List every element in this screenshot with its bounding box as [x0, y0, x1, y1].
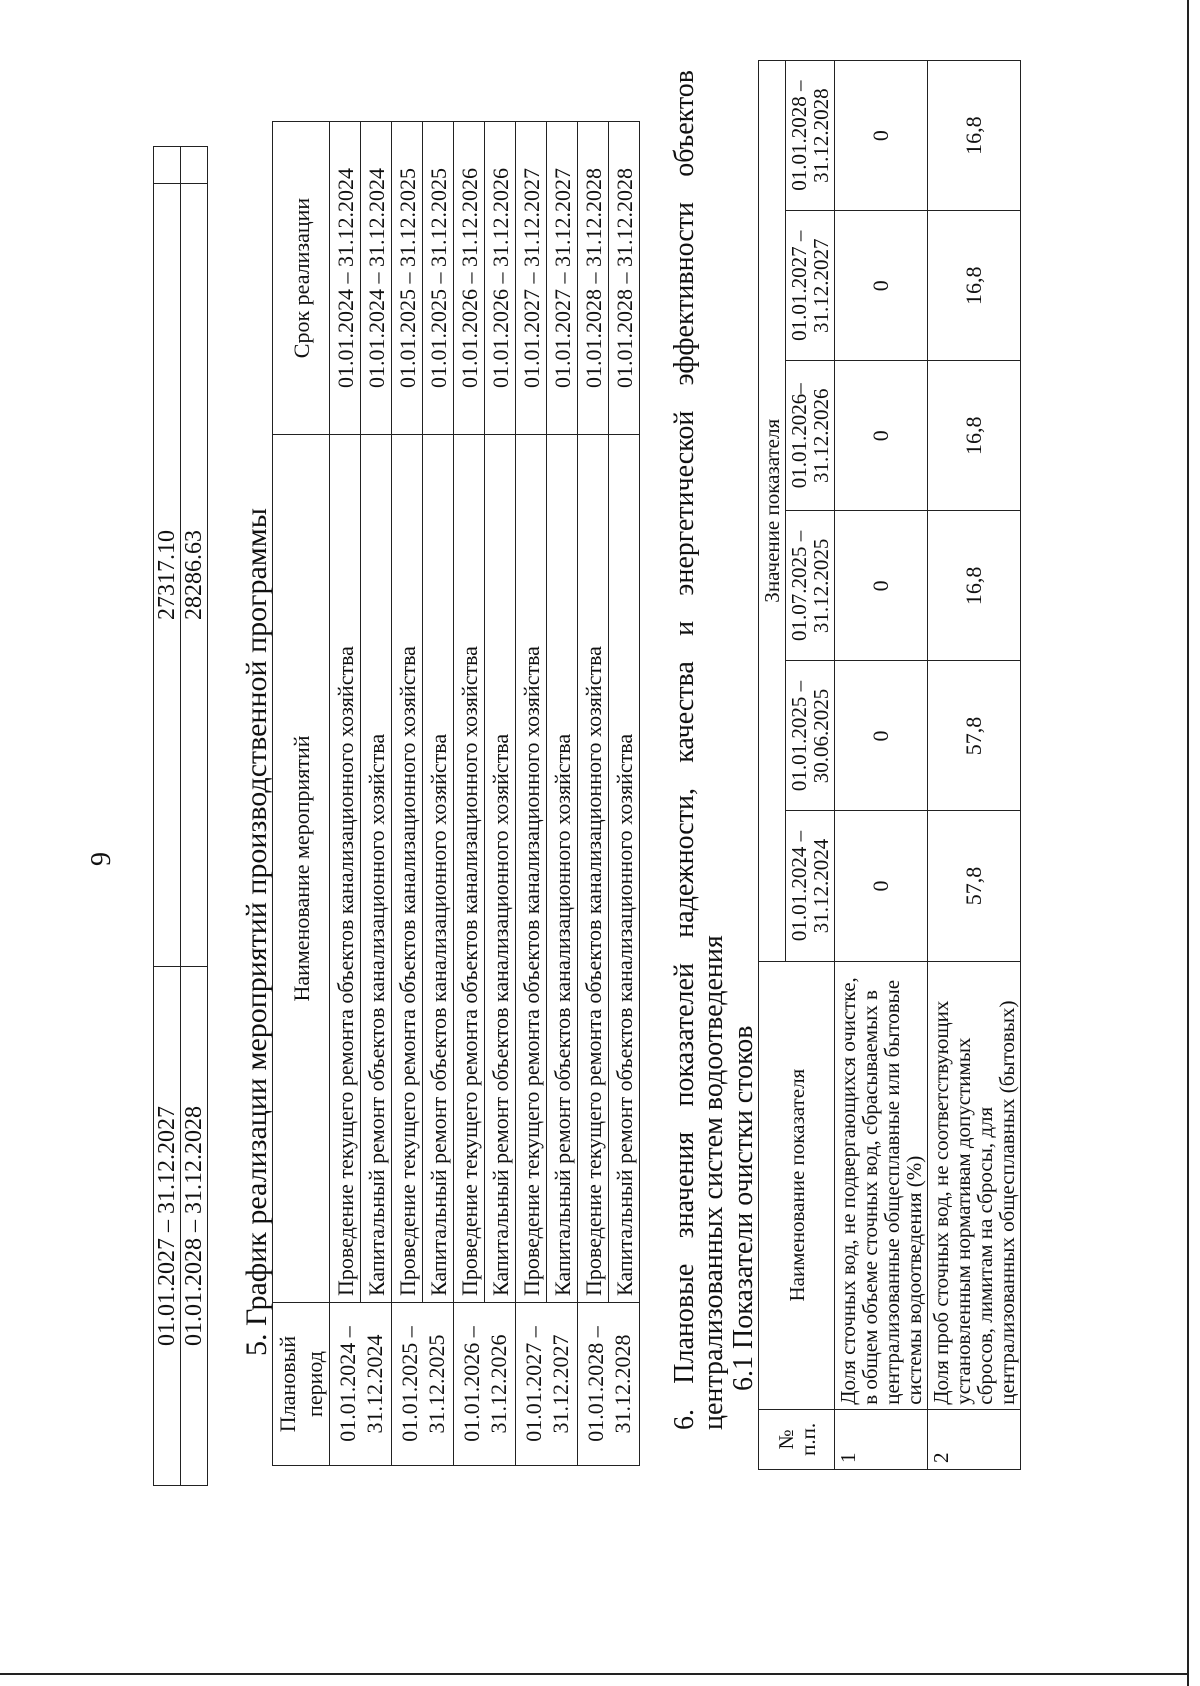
indicator-value: 0	[835, 811, 928, 961]
period-cell: 01.01.2026 – 31.12.2026	[454, 1303, 516, 1466]
term-cell: 01.01.2025 – 31.12.2025	[423, 122, 454, 435]
term-cell: 01.01.2024 – 31.12.2024	[361, 122, 392, 435]
header-activity: Наименование мероприятий	[273, 435, 330, 1303]
table-row	[392, 122, 423, 1466]
activity-cell: Капитальный ремонт объектов канализационного хозяйства	[423, 435, 454, 1303]
header-term: Срок реализации	[273, 122, 330, 435]
section-6-1-heading: 6.1 Показатели очистки стоков	[728, 1025, 759, 1391]
value-cell: 27317.10	[154, 184, 181, 967]
section-6-heading-continuation: централизованных систем водоотведения	[698, 935, 729, 1430]
header-period: 01.01.2024 – 31.12.2024	[786, 811, 835, 961]
activity-cell: Проведение текущего ремонта объектов канализационного хозяйства	[454, 435, 485, 1303]
indicator-value: 0	[835, 211, 928, 361]
indicator-value: 16,8	[928, 361, 1021, 511]
indicator-value: 0	[835, 511, 928, 661]
indicator-name: Доля сточных вод, не подвергающихся очистке, в общем объеме сточных вод, сбрасываемых в централизованные общесплавные или бытовые системы водоотведения (%)	[835, 961, 928, 1409]
indicator-value: 57,8	[928, 661, 1021, 811]
header-num: № п.п.	[759, 1409, 835, 1469]
budget-continuation-table	[153, 146, 208, 1486]
table-row	[423, 122, 454, 1466]
activity-cell: Капитальный ремонт объектов канализационного хозяйства	[547, 435, 578, 1303]
header-period: 01.01.2027 – 31.12.2027	[786, 211, 835, 361]
header-period: 01.01.2028 – 31.12.2028	[786, 61, 835, 211]
empty-cell	[154, 147, 181, 184]
period-cell: 01.01.2027 – 31.12.2027	[154, 967, 181, 1486]
table-row	[181, 147, 208, 1486]
table-row	[547, 122, 578, 1466]
indicator-value: 57,8	[928, 811, 1021, 961]
table-row	[928, 61, 1021, 1470]
header-period: 01.07.2025 – 31.12.2025	[786, 511, 835, 661]
period-cell: 01.01.2025 – 31.12.2025	[392, 1303, 454, 1466]
table-row	[154, 147, 181, 1486]
term-cell: 01.01.2027 – 31.12.2027	[547, 122, 578, 435]
term-cell: 01.01.2028 – 31.12.2028	[609, 122, 640, 435]
table-row	[835, 61, 928, 1470]
table-row	[516, 122, 547, 1466]
value-cell: 28286.63	[181, 184, 208, 967]
activity-cell: Проведение текущего ремонта объектов канализационного хозяйства	[516, 435, 547, 1303]
table-header-row	[273, 122, 330, 1466]
table-row	[578, 122, 609, 1466]
indicator-value: 16,8	[928, 511, 1021, 661]
period-cell: 01.01.2028 – 31.12.2028	[181, 967, 208, 1486]
indicator-value: 16,8	[928, 61, 1021, 211]
indicator-value: 0	[835, 61, 928, 211]
row-number: 2	[928, 1409, 1021, 1469]
term-cell: 01.01.2025 – 31.12.2025	[392, 122, 423, 435]
row-number: 1	[835, 1409, 928, 1469]
header-period: Плановый период	[273, 1303, 330, 1466]
header-indicator-name: Наименование показателя	[759, 961, 835, 1409]
term-cell: 01.01.2024 – 31.12.2024	[330, 122, 361, 435]
page-number: 9	[86, 852, 117, 866]
empty-cell	[181, 147, 208, 184]
indicator-value: 0	[835, 361, 928, 511]
section-5-heading: 5. График реализации мероприятий производственной программы	[240, 508, 273, 1356]
section-6-heading: 6. Плановые значения показателей надежности, качества и энергетической эффективности объектов	[669, 70, 700, 1430]
period-cell: 01.01.2027 – 31.12.2027	[516, 1303, 578, 1466]
indicators-table	[758, 60, 1021, 1470]
period-cell: 01.01.2028 – 31.12.2028	[578, 1303, 640, 1466]
activity-cell: Проведение текущего ремонта объектов канализационного хозяйства	[578, 435, 609, 1303]
term-cell: 01.01.2027 – 31.12.2027	[516, 122, 547, 435]
term-cell: 01.01.2026 – 31.12.2026	[454, 122, 485, 435]
activity-cell: Капитальный ремонт объектов канализационного хозяйства	[485, 435, 516, 1303]
table-header-row	[759, 61, 786, 1470]
schedule-table	[272, 121, 640, 1466]
table-row	[330, 122, 361, 1466]
table-row	[361, 122, 392, 1466]
header-period: 01.01.2025 – 30.06.2025	[786, 661, 835, 811]
term-cell: 01.01.2028 – 31.12.2028	[578, 122, 609, 435]
header-period: 01.01.2026– 31.12.2026	[786, 361, 835, 511]
table-row	[454, 122, 485, 1466]
period-cell: 01.01.2024 – 31.12.2024	[330, 1303, 392, 1466]
table-row	[485, 122, 516, 1466]
table-row	[609, 122, 640, 1466]
activity-cell: Капитальный ремонт объектов канализационного хозяйства	[361, 435, 392, 1303]
header-value-group: Значение показателя	[759, 61, 786, 962]
activity-cell: Капитальный ремонт объектов канализационного хозяйства	[609, 435, 640, 1303]
activity-cell: Проведение текущего ремонта объектов канализационного хозяйства	[330, 435, 361, 1303]
indicator-name: Доля проб сточных вод, не соответствующих установленным нормативам допустимых сбросов, лимитам на сбросы, для централизованных общесплавных (бытовых)	[928, 961, 1021, 1409]
activity-cell: Проведение текущего ремонта объектов канализационного хозяйства	[392, 435, 423, 1303]
term-cell: 01.01.2026 – 31.12.2026	[485, 122, 516, 435]
indicator-value: 0	[835, 661, 928, 811]
indicator-value: 16,8	[928, 211, 1021, 361]
